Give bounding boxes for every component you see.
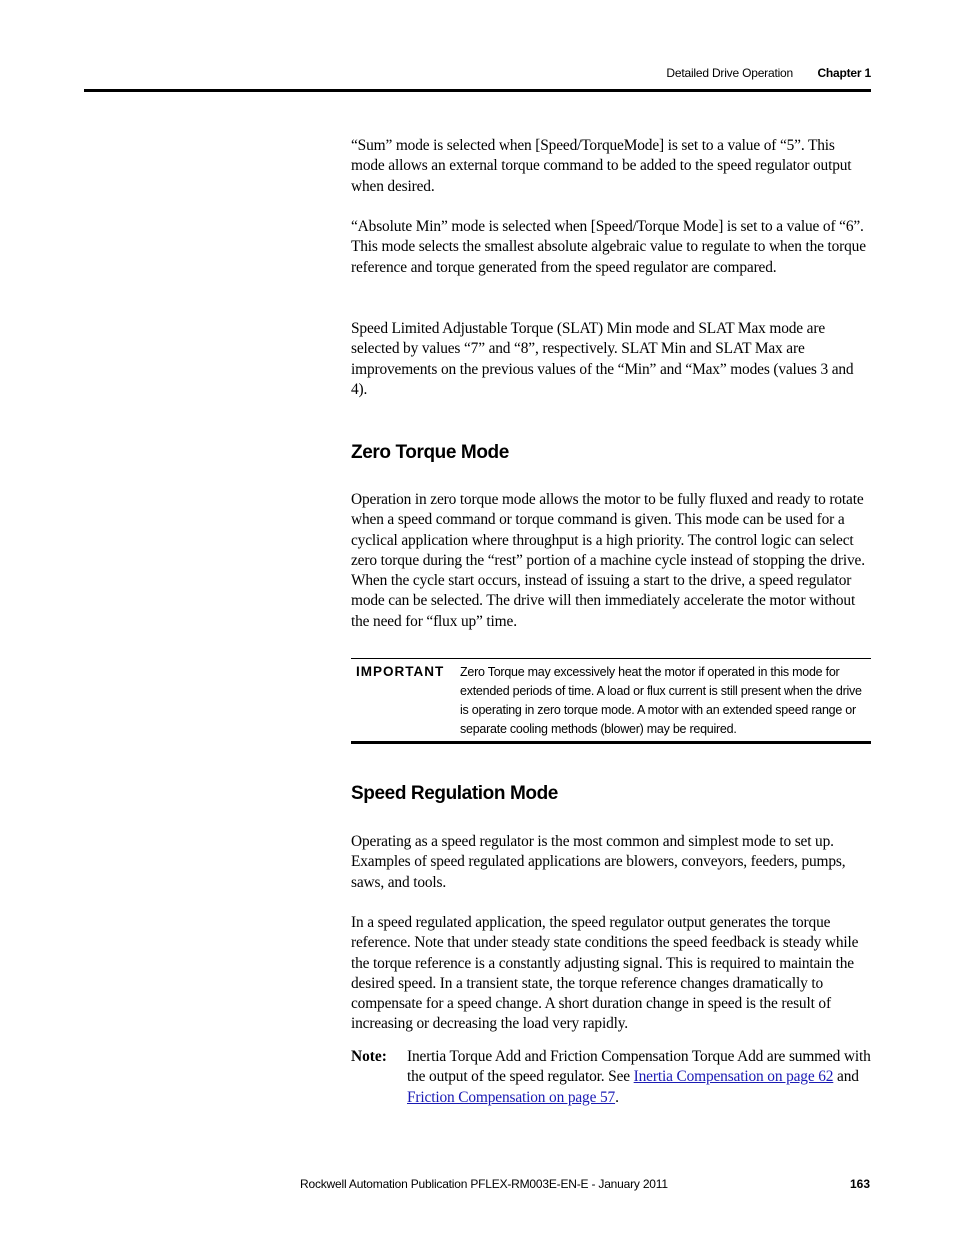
link-friction-compensation[interactable]: Friction Compensation on page 57 — [407, 1088, 616, 1106]
paragraph-text: Operation in zero torque mode allows the motor to be fully fluxed and ready to rotate when a speed command or torque command is given. This mode can be used for a cyclical application where throughput is a high priority. The control logic can select zero torque during the “rest” portion of a machine cycle instead of stopping the drive. When the cycle start occurs, instead of issuing a start to the drive, a speed regulator mode can be selected. The drive will then immediately accelerate the motor without the need for “flux up” time. — [351, 491, 865, 630]
note-label: Note: — [351, 1048, 387, 1065]
note-text-before: Inertia Torque Add and Friction Compensation Torque Add are summed with the output of the speed regulator. See — [407, 1048, 871, 1086]
header-rule — [84, 89, 871, 92]
paragraph-text: “Absolute Min” mode is selected when [Speed/Torque Mode] is set to a value of “6”. This mode selects the smallest absolute algebraic value to regulate to when the torque reference and torque generated from the speed regulator are compared. — [351, 218, 866, 276]
paragraph-zero-torque — [351, 490, 871, 632]
important-label: IMPORTANT — [356, 664, 445, 679]
section-heading-zero-torque: Zero Torque Mode — [351, 442, 509, 463]
paragraph-text: “Sum” mode is selected when [Speed/TorqueMode] is set to a value of “5”. This mode allows an external torque command to be added to the speed regulator output when desired. — [351, 137, 852, 195]
footer-page-number: 163 — [849, 1177, 870, 1191]
note-text-between: and — [833, 1068, 859, 1086]
paragraph-sum-mode — [351, 136, 871, 197]
paragraph-speed-regulation-2 — [351, 913, 871, 1035]
important-text: Zero Torque may excessively heat the motor if operated in this mode for extended periods of time. A load or flux current is still present when the drive is operating in zero torque mode. A motor with an extended speed range or separate cooling methods (blower) may be required. — [460, 665, 862, 736]
paragraph-text: Speed Limited Adjustable Torque (SLAT) Min mode and SLAT Max mode are selected by values “7” and “8”, respectively. SLAT Min and SLAT Max are improvements on the previous values of the “Min” and “Max” modes (values 3 and 4). — [351, 320, 854, 398]
header-chapter-label: Chapter 1 — [817, 66, 871, 80]
paragraph-text: In a speed regulated application, the speed regulator output generates the torque reference. Note that under steady state conditions the speed feedback is steady while the torque reference is a constantly adjusting signal. This is required to maintain the desired speed. In a transient state, the torque reference changes dramatically to compensate for a speed change. A short duration change in speed is the result of increasing or decreasing the load very rapidly. — [351, 914, 859, 1033]
paragraph-text: Operating as a speed regulator is the most common and simplest mode to set up. Examples of speed regulated applications are blowers, conveyors, feeders, pumps, saws, and tools. — [351, 833, 846, 891]
footer-publication: Rockwell Automation Publication PFLEX-RM003E-EN-E - January 2011 — [300, 1177, 668, 1191]
note-text — [407, 1047, 871, 1108]
section-zero-torque-heading-wrap — [351, 442, 871, 464]
section-speed-regulation-heading-wrap — [351, 783, 871, 805]
important-callout — [351, 658, 871, 744]
section-heading-speed-regulation: Speed Regulation Mode — [351, 783, 558, 804]
paragraph-absolute-min — [351, 217, 871, 278]
header-section-title: Detailed Drive Operation — [666, 66, 793, 80]
link-inertia-compensation[interactable]: Inertia Compensation on page 62 — [633, 1068, 834, 1086]
note-text-after: . — [615, 1088, 619, 1106]
page-header — [84, 66, 871, 84]
paragraph-speed-regulation-1 — [351, 832, 871, 893]
paragraph-slat — [351, 319, 871, 400]
